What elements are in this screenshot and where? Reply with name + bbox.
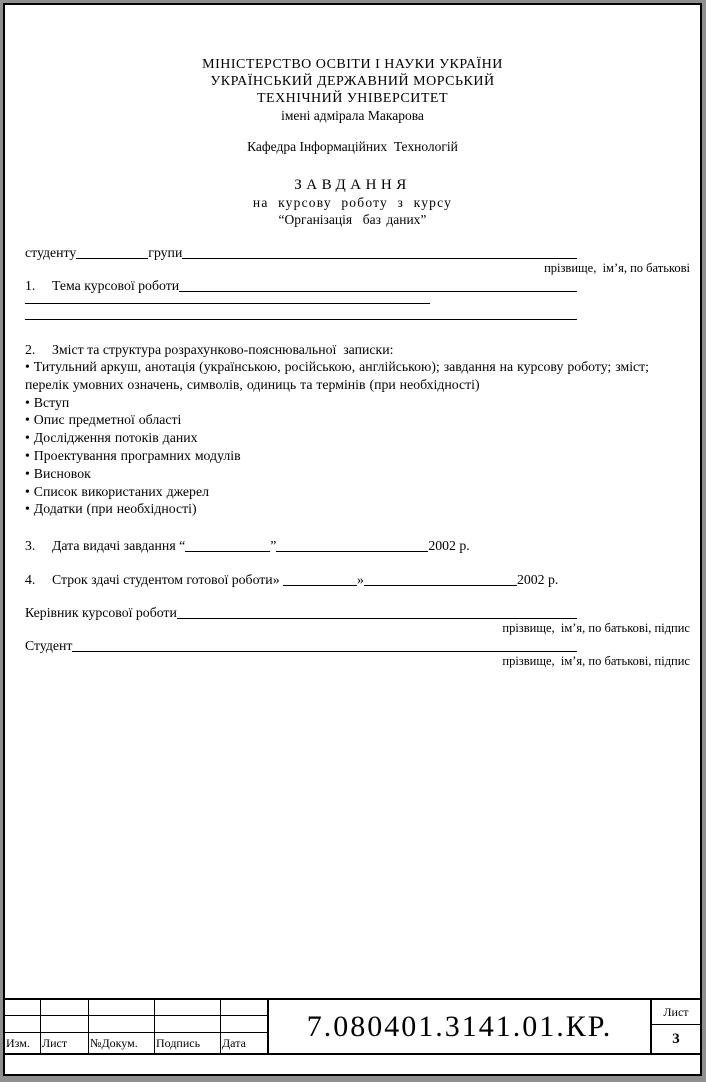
revision-table [5,1000,268,1053]
item3-day-blank-line [185,551,270,552]
item1-number: 1. [25,278,36,293]
list-item: • Титульний аркуш, анотація (українською, російською, англійською); завдання на курсову роботу; зміст; перелік умовних означень, символів, одиниць та термінів (при необхідності) [25,358,687,394]
item3-open-quote: “ [179,538,186,553]
item3-label: Дата видачі завдання [52,538,180,553]
header-block [5,56,700,124]
item4-label: Строк здачі студентом готової роботи» [52,572,284,587]
item4-month-blank-line [364,585,517,586]
item3-year: 2002 р. [428,538,470,553]
titleblock-empty-cell [89,1016,155,1033]
item2-label: Зміст та структура розрахунково-пояснювальної записки: [52,342,394,357]
student-signature-row [25,637,577,654]
titleblock-empty-cell [155,1016,221,1033]
sheet-label: Лист [652,1000,700,1025]
list-item: • Список використаних джерел [25,483,687,501]
group-blank-line [182,258,577,259]
item4-row [25,571,558,588]
column-header-docnum: №Докум. [89,1033,155,1053]
item2-number: 2. [25,342,36,357]
task-title-word: ЗАВДАННЯ [294,177,411,193]
university-named-after: імені адмірала Макарова [281,108,424,123]
item1-continuation-line-2 [25,319,577,320]
department-line: Кафедра Інформаційних Технологій [247,139,458,154]
item3-number: 3. [25,538,36,553]
titleblock-empty-cell [41,1000,89,1016]
document-number: 7.080401.3141.01.КР. [268,1000,652,1053]
titleblock-empty-cell [89,1000,155,1016]
student-signature-label: Студент [25,638,73,653]
titleblock-empty-cell [41,1016,89,1033]
university-name-line1: УКРАЇНСЬКИЙ ДЕРЖАВНИЙ МОРСЬКИЙ [210,74,495,89]
item4-number: 4. [25,572,36,587]
task-title-subtitle: на курсову роботу з курсу [252,195,453,210]
student-signature-blank-line [72,651,577,652]
item4-year: 2002 р. [516,572,559,587]
ministry-line: МІНІСТЕРСТВО ОСВІТИ І НАУКИ УКРАЇНИ [202,57,503,72]
sheet-number: 3 [672,1030,680,1047]
contents-bullet-list [25,358,687,518]
supervisor-label: Керівник курсової роботи [25,605,177,620]
list-item: • Вступ [25,394,687,412]
list-item: • Дослідження потоків даних [25,429,687,447]
item3-month-blank-line [276,551,428,552]
item3-close-quote: ” [270,538,277,553]
titleblock-empty-cell [5,1000,41,1016]
supervisor-blank-line [177,618,577,619]
column-header-list: Лист [41,1033,89,1053]
item4-day-blank-line [283,585,357,586]
titleblock-empty-cell [155,1000,221,1016]
column-header-data: Дата [221,1033,268,1053]
title-block [5,998,700,1055]
list-item: • Додатки (при необхідності) [25,500,687,518]
list-item: • Опис предметної області [25,411,687,429]
titleblock-empty-cell [221,1000,268,1016]
list-item: • Висновок [25,465,687,483]
list-item: • Проектування програмних модулів [25,447,687,465]
titleblock-empty-cell [221,1016,268,1033]
task-title-block [5,176,700,228]
item1-label: Тема курсової роботи [52,278,180,293]
sheet-cell [652,1000,700,1053]
student-label: студенту [25,245,77,260]
item3-row [25,537,470,554]
titleblock-empty-cell [5,1016,41,1033]
supervisor-hint: прізвище, ім’я, по батькові, підпис [502,621,690,635]
group-label: групи [148,245,183,260]
student-name-blank-line [76,258,148,259]
item1-blank-line [179,291,577,292]
supervisor-row [25,604,577,621]
student-hint: прізвище, ім’я, по батькові [544,261,690,275]
item1-row [25,277,577,294]
column-header-podpis: Подпись [155,1033,221,1053]
item4-quote: » [357,572,364,587]
item1-continuation-line-1 [25,303,430,304]
assignment-form-page [3,3,702,1076]
student-signature-hint: прізвище, ім’я, по батькові, підпис [502,654,690,668]
column-header-izm: Изм. [5,1033,41,1053]
student-group-row [25,244,577,261]
task-title-course: “Організація баз даних” [278,212,427,227]
item2-row [25,341,685,358]
university-name-line2: ТЕХНІЧНИЙ УНІВЕРСИТЕТ [256,91,449,106]
